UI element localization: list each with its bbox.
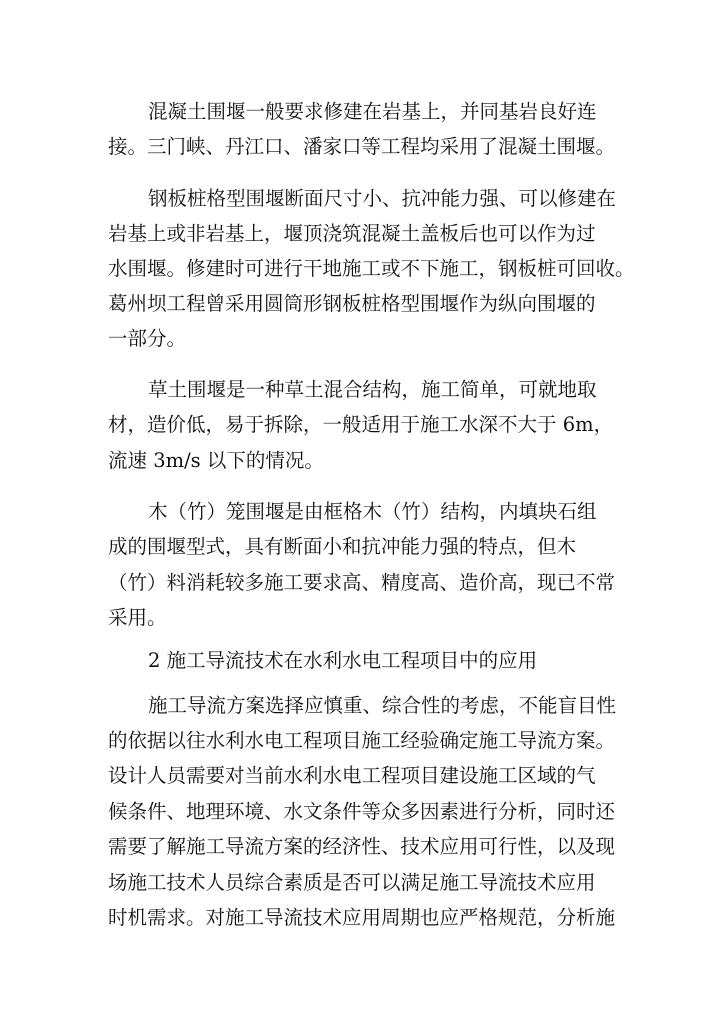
text-line-14: 采用。 xyxy=(108,606,167,629)
text-line-10: 流速 3m/s 以下的情况。 xyxy=(108,449,324,472)
text-line-21: 场施工技术人员综合素质是否可以满足施工导流技术应用 xyxy=(108,871,596,894)
text-line-2: 接。三门峡、丹江口、潘家口等工程均采用了混凝土围堰。 xyxy=(108,135,616,158)
text-line-5: 水围堰。修建时可进行干地施工或不下施工，钢板桩可回收。 xyxy=(108,257,635,280)
text-line-4: 岩基上或非岩基上，堰顶浇筑混凝土盖板后也可以作为过 xyxy=(108,222,596,245)
text-line-19: 候条件、地理环境、水文条件等众多因素进行分析，同时还 xyxy=(108,800,616,823)
text-line-20: 需要了解施工导流方案的经济性、技术应用可行性，以及现 xyxy=(108,835,616,858)
text-line-8: 草土围堰是一种草土混合结构，施工简单，可就地取 xyxy=(148,378,597,401)
text-line-1: 混凝土围堰一般要求修建在岩基上，并同基岩良好连 xyxy=(148,100,597,123)
text-line-17: 的依据以往水利水电工程项目施工经验确定施工导流方案。 xyxy=(108,729,616,752)
text-line-9: 材，造价低，易于拆除，一般适用于施工水深不大于 6m， xyxy=(108,413,614,436)
text-line-11: 木（竹）笼围堰是由框格木（竹）结构，内填块石组 xyxy=(148,500,597,523)
text-line-22: 时机需求。对施工导流技术应用周期也应严格规范，分析施 xyxy=(108,906,616,929)
section-heading: 2 施工导流技术在水利水电工程项目中的应用 xyxy=(148,649,538,672)
text-line-7: 一部分。 xyxy=(108,327,187,350)
text-line-18: 设计人员需要对当前水利水电工程项目建设施工区域的气 xyxy=(108,764,596,787)
text-line-3: 钢板桩格型围堰断面尺寸小、抗冲能力强、可以修建在 xyxy=(148,187,617,210)
text-line-13: （竹）料消耗较多施工要求高、精度高、造价高，现已不常 xyxy=(108,571,616,594)
text-line-16: 施工导流方案选择应慎重、综合性的考虑，不能盲目性 xyxy=(148,694,617,717)
text-line-6: 葛州坝工程曾采用圆筒形钢板桩格型围堰作为纵向围堰的 xyxy=(108,292,596,315)
text-line-12: 成的围堰型式，具有断面小和抗冲能力强的特点，但木 xyxy=(108,535,577,558)
